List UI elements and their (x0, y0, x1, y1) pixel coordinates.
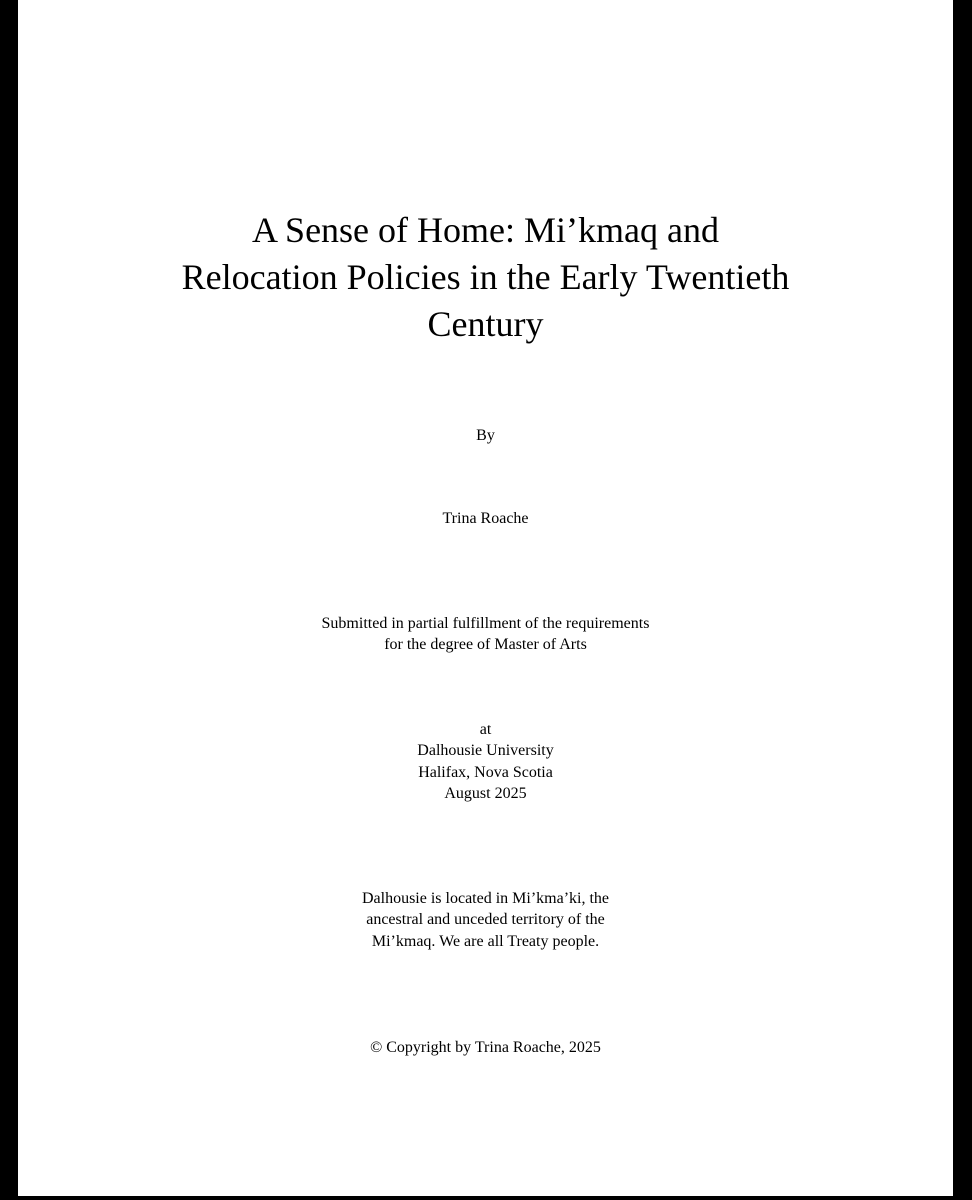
copyright-notice: © Copyright by Trina Roache, 2025 (370, 1039, 601, 1056)
thesis-title-page (18, 0, 953, 1196)
land-acknowledgement-line-1: Dalhousie is located in Mi’kma’ki, the (361, 890, 610, 907)
thesis-title-line-1: A Sense of Home: Mi’kmaq and (252, 210, 719, 250)
submission-date: August 2025 (444, 785, 527, 802)
by-label: By (476, 427, 495, 444)
thesis-title-line-3: Century (427, 304, 544, 344)
institution-location: Halifax, Nova Scotia (418, 764, 553, 781)
submission-statement-line-2: for the degree of Master of Arts (384, 636, 587, 653)
land-acknowledgement-line-3: Mi’kmaq. We are all Treaty people. (371, 933, 600, 950)
land-acknowledgement-line-2: ancestral and unceded territory of the (366, 911, 605, 928)
submission-statement-line-1: Submitted in partial fulfillment of the requirements (321, 615, 650, 632)
thesis-title-line-2: Relocation Policies in the Early Twentieth (181, 257, 790, 297)
institution-at: at (479, 721, 492, 738)
author-name: Trina Roache (442, 510, 529, 527)
institution-name: Dalhousie University (417, 742, 554, 759)
